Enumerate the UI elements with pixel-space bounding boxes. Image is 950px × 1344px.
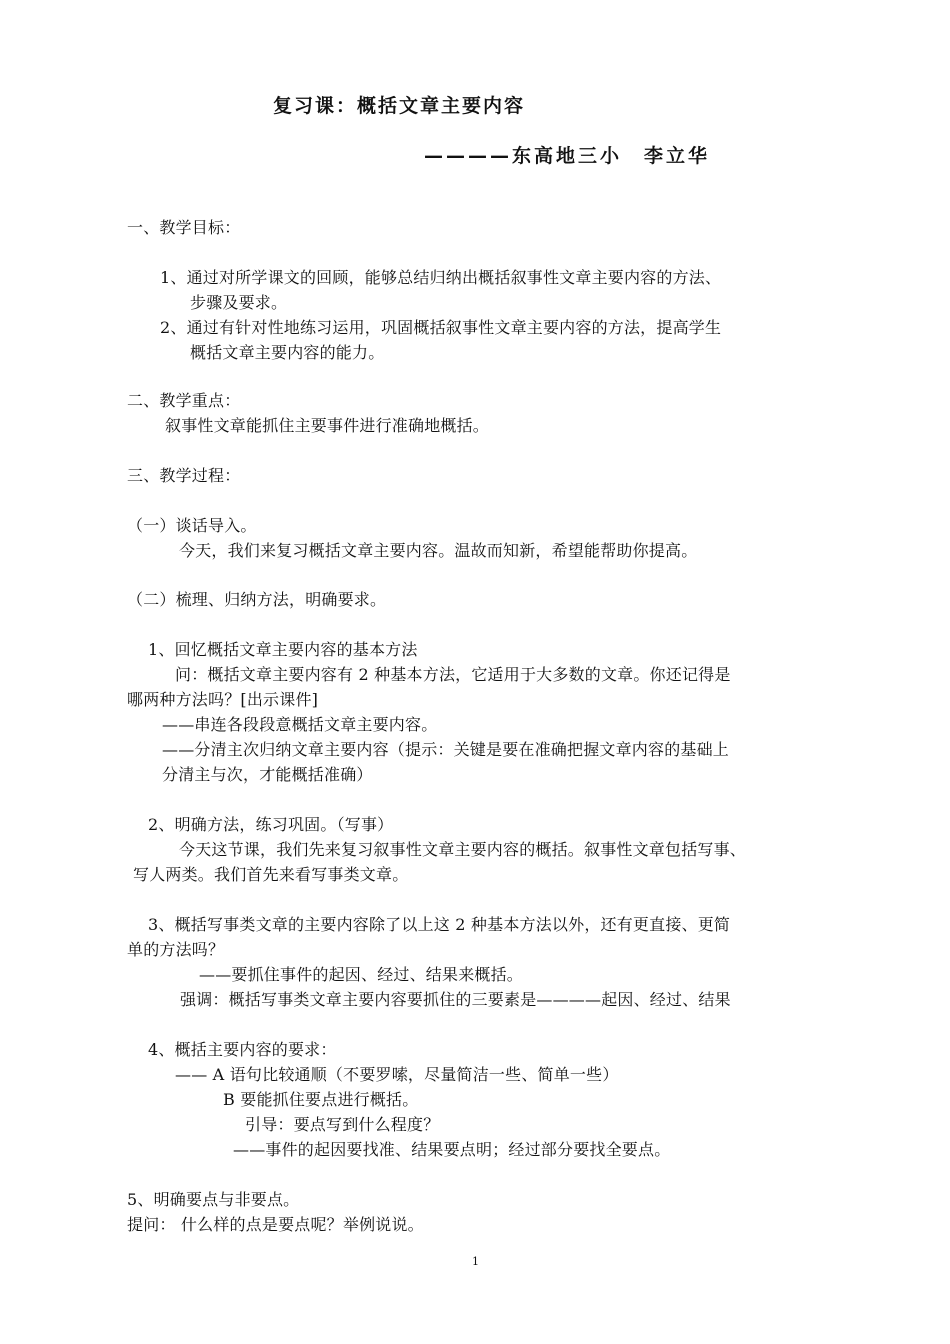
objectives-heading: 一、教学目标： (127, 218, 241, 237)
step-1-heading: （一）谈话导入。 (127, 516, 257, 535)
item-4-heading: 4、概括主要内容的要求： (148, 1040, 337, 1059)
item-1-method-2-line-1: ——分清主次归纳文章主要内容（提示：关键是要在准确把握文章内容的基础上 (162, 740, 730, 759)
item-5-heading: 5、明确要点与非要点。 (127, 1190, 300, 1209)
item-4-guide-answer: ——事件的起因要找准、结果要点明；经过部分要找全要点。 (233, 1140, 671, 1159)
objective-2-line-2: 概括文章主要内容的能力。 (190, 343, 385, 362)
step-2-heading: （二）梳理、归纳方法，明确要求。 (127, 590, 387, 609)
step-1-text: 今天，我们来复习概括文章主要内容。温故而知新，希望能帮助你提高。 (179, 541, 698, 560)
item-4-guide: 引导：要点写到什么程度？ (245, 1115, 440, 1134)
item-3-line-1: 3、概括写事类文章的主要内容除了以上这 2 种基本方法以外，还有更直接、更简 (148, 915, 731, 934)
author-line: ————东高地三小 李立华 (424, 145, 711, 167)
page-number: 1 (472, 1255, 480, 1268)
item-1-question-line-1: 问：概括文章主要内容有 2 种基本方法，它适用于大多数的文章。你还记得是 (175, 665, 731, 684)
item-2-text-line-2: 写人两类。我们首先来看写事类文章。 (133, 865, 409, 884)
objective-1-line-2: 步骤及要求。 (190, 293, 288, 312)
item-4-requirement-b: B 要能抓住要点进行概括。 (223, 1090, 419, 1109)
process-heading: 三、教学过程： (127, 466, 241, 485)
item-1-question-line-2: 哪两种方法吗？[出示课件] (127, 690, 319, 709)
item-2-heading: 2、明确方法，练习巩固。（写事） (148, 815, 394, 834)
item-5-question: 提问： 什么样的点是要点呢？举例说说。 (127, 1215, 424, 1234)
document-title: 复习课：概括文章主要内容 (273, 95, 526, 117)
objective-2-line-1: 2、通过有针对性地练习运用，巩固概括叙事性文章主要内容的方法，提高学生 (160, 318, 722, 337)
item-1-method-1: ——串连各段段意概括文章主要内容。 (162, 715, 438, 734)
objective-1-line-1: 1、通过对所学课文的回顾，能够总结归纳出概括叙事性文章主要内容的方法、 (160, 268, 722, 287)
item-1-method-2-line-2: 分清主与次，才能概括准确） (162, 765, 373, 784)
focus-heading: 二、教学重点： (127, 391, 241, 410)
focus-text: 叙事性文章能抓住主要事件进行准确地概括。 (165, 416, 490, 435)
item-4-requirement-a: —— A 语句比较通顺（不要罗嗦，尽量简洁一些、简单一些） (175, 1065, 619, 1084)
item-1-heading: 1、回忆概括文章主要内容的基本方法 (148, 640, 418, 659)
item-3-emphasis: 强调：概括写事类文章主要内容要抓住的三要素是————起因、经过、结果 (180, 990, 731, 1009)
item-3-line-2: 单的方法吗？ (127, 940, 225, 959)
item-2-text-line-1: 今天这节课，我们先来复习叙事性文章主要内容的概括。叙事性文章包括写事、 (179, 840, 747, 859)
item-3-answer: ——要抓住事件的起因、经过、结果来概括。 (199, 965, 524, 984)
